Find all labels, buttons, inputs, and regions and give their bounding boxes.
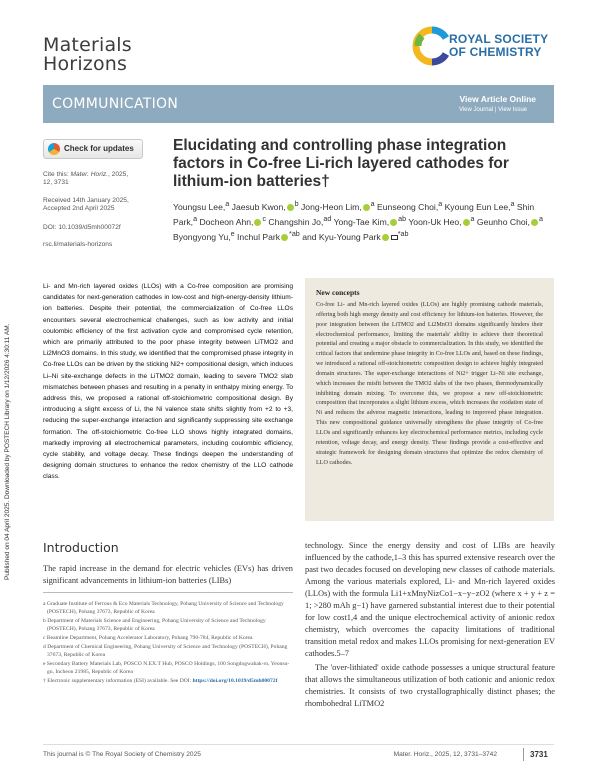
abstract: Li- and Mn-rich layered oxides (LLOs) with a Co-free composition are promising candidates for next-generation cathodes in low-cost and high-energy-density lithium-ion batteries. Despite their potential, the commercialization of Co-free LLOs encounters several electrochemical challenges, such as low activity and initial coulombic efficiency of the first activation cycle and compromised cycle retention, which are primarily attributed to the poor phase integrity between LiTMO2 and Li2MnO3 domains. In this study, we identified that the compromised phase integrity in Co-free LLOs can be driven by the sticking Ni2+ compositional design, which induces Li–Ni site-exchange defects in the LiTMO2 domain, leading to severe TMO2 slab mismatches between phases and resulting in a penalty in enthalpy mixing energy. To address this, we proposed a rational off-stoichiometric compositional design. By introducing a slight excess of Li, the Ni valence state shifts slightly from +2 to +3, reducing the super-exchange interaction and significantly suppressing site exchange formation. The off-stoichiometric Co-free LLO shows highly integrated domains, markedly improving all electrochemical parameters, including coulombic efficiency, cycle stability, and voltage decay. These findings deepen the understanding of designing domain structures to enhance the redox chemistry of the LLO cathode class. — [43, 283, 293, 481]
journal-name-line2: Horizons — [43, 53, 128, 75]
cite-journal: Mater. Horiz. — [70, 171, 108, 178]
orcid-icon[interactable] — [254, 219, 261, 226]
copyright-notice: This journal is © The Royal Society of Chemistry 2025 — [43, 751, 201, 758]
crossmark-icon — [48, 143, 60, 155]
author[interactable]: Eunseong Choi, — [377, 201, 439, 212]
footer-divider — [43, 744, 554, 745]
author[interactable]: Byongyong Yu, — [173, 231, 231, 242]
cite-year: , 2025, — [108, 171, 129, 178]
orcid-icon[interactable] — [531, 219, 538, 226]
orcid-icon[interactable] — [463, 219, 470, 226]
orcid-icon[interactable] — [281, 234, 288, 241]
doi[interactable]: DOI: 10.1039/d5mh00072f — [43, 224, 121, 231]
publisher-line2: OF CHEMISTRY — [449, 44, 542, 59]
affiliations — [43, 600, 293, 686]
body-paragraph: The 'over-lithiated' oxide cathode possesses a unique structural feature that allows the simultaneous utilization of both cationic and anionic redox chemistries. It consists of two crystallographically distinct phases; the rhombohedral LiTMO2 — [305, 663, 555, 708]
author[interactable]: Changshin Jo, — [268, 216, 324, 227]
publisher-name — [449, 33, 548, 58]
footnote-divider — [43, 592, 293, 593]
new-concepts-box — [305, 278, 554, 521]
affiliation: c Beamline Department, Pohang Accelerator Laboratory, Pohang 790-784, Republic of Korea — [43, 635, 253, 641]
author[interactable]: Kyoung Eun Lee, — [444, 201, 511, 212]
journal-name-line1: Materials — [43, 34, 132, 56]
citation — [43, 171, 128, 188]
check-for-updates-label: Check for updates — [64, 144, 134, 153]
article-title: Elucidating and controlling phase integration factors in Co-free Li-rich layered cathodes for lithium-ion batteries† — [173, 137, 509, 190]
author[interactable]: Jong-Heon Lim, — [301, 201, 362, 212]
author[interactable]: Inchul Park — [237, 231, 281, 242]
journal-url[interactable]: rsc.li/materials-horizons — [43, 241, 113, 248]
orcid-icon[interactable] — [363, 204, 370, 211]
article-dates — [43, 197, 129, 214]
publisher-line1: ROYAL SOCIETY — [449, 32, 549, 46]
new-concepts-text: Co-free Li- and Mn-rich layered oxides (LLOs) are highly promising cathode materials, offering both high energy density and cost efficiency for lithium-ion batteries. However, the poor integration between the LiTMO2 and Li2MnO3 domains significantly hinders their electrochemical performance, limiting the materials' ability to achieve their theoretical potential and creating a major obstacle to commercialization. In this study, we identified the critical factors that undermine phase integrity in Co-free LLOs and, based on these findings, we introduced a rational off-stoichiometric composition design to achieve highly integrated domain structures. The super-exchange interactions of Ni2+ trigger Li–Ni site exchange, which increases the misfit between the TMO2 slabs of the two phases, thermodynamically inhibiting domain mixing. To overcome this, we propose a new off-stoichiometric composition that incorporates a slight lithium excess, which increases the oxidation state of Ni and reduces the adverse magnetic interactions, leading to improved phase integration. This new compositional guidance universally strengthens the phase integrity of Co-free LLOs and significantly enhances key electrochemical performance metrics, including cycle retention, voltage decay, and energy density. These findings provide a cost-effective and strategic framework for designing domain structures that optimize the redox chemistry of LLO cathodes. — [316, 302, 543, 466]
introduction-heading: Introduction — [43, 540, 119, 555]
journal-name — [43, 36, 132, 74]
author-list: Youngsu Lee,$^a$ Jaesub Kwon, $^b$ Jong-Heon Lim, $^a$ Eunseong Choi,$^a$ Kyoung Eun Lee,$^a$ Shin Park,$^a$ Docheon Ahn, $^c$ Changshin Jo,$^{ad}$ Yong-Tae Kim, $^{ab}$ Yoon-Uk Heo, $^a$ Geunho Choi, $^a$ Byongyong Yu,$^e$ Inchul Park $^{*ab}$ and Kyu-Young Park $^{*ab}$ — [173, 200, 543, 242]
esi-doi-link[interactable]: https://doi.org/10.1039/d5mh00072f — [192, 678, 278, 684]
page-number: 3731 — [530, 750, 548, 759]
orcid-icon[interactable] — [382, 234, 389, 241]
author[interactable]: Yong-Tae Kim, — [333, 216, 390, 227]
accepted-date: Accepted 2nd April 2025 — [43, 205, 115, 213]
body-text-column — [305, 540, 555, 710]
author[interactable]: Youngsu Lee, — [173, 201, 226, 212]
view-journal-issue-links[interactable]: View Journal | View Issue — [458, 107, 527, 113]
affiliation: e Secondary Battery Materials Lab, POSCO N.EX.T Hub, POSCO Holdings, 100 Songdogwahak-ro, Yeonsu-gu, Incheon 21985, Republic of Korea — [43, 661, 290, 675]
affiliation: a Graduate Institute of Ferrous & Eco Materials Technology, Pohang University of Science and Technology (POSTECH), Pohang 37673, Republic of Korea — [43, 601, 284, 615]
orcid-icon[interactable] — [390, 219, 397, 226]
author[interactable]: Geunho Choi, — [476, 216, 530, 227]
affiliation: d Department of Chemical Engineering, Pohang University of Science and Technology (POSTECH), Pohang 37673, Republic of Korea — [43, 644, 288, 658]
esi-note-text: † Electronic supplementary information (ESI) available. See DOI: — [43, 678, 192, 684]
body-paragraph: technology. Since the energy density and cost of LIBs are heavily influenced by the cathode,1–3 this has spurred extensive research over the past two decades focused on developing new classes of cathode materials. Among the various materials explored, Li- and Mn-rich layered oxides (LLOs) with the formula Li1+xMnyNizCo1−x−y−zO2 (where x + y + z = 1; >280 mAh g−1) have garnered substantial interest due to their potential for low cost1,4 and the unique electrochemical activity of anionic redox chemistry, which overcomes the capacity limitations of traditional transition metal redox and makes LLOs promising for next-generation EV cathodes.5–7 — [305, 541, 555, 658]
view-article-online-link[interactable]: View Article Online — [459, 94, 536, 104]
received-date: Received 14th January 2025, — [43, 197, 129, 204]
author[interactable]: and Kyu-Young Park — [302, 231, 381, 242]
esi-note — [43, 677, 293, 685]
cite-prefix: Cite this: — [43, 171, 69, 178]
article-type: COMMUNICATION — [52, 96, 179, 112]
download-note — [2, 170, 14, 590]
orcid-icon[interactable] — [287, 204, 294, 211]
new-concepts-heading: New concepts — [316, 288, 360, 297]
author[interactable]: Yoon-Uk Heo, — [408, 216, 462, 227]
cite-volume-pages: 12, 3731 — [43, 179, 69, 187]
author[interactable]: Jaesub Kwon, — [231, 201, 286, 212]
download-note-text: Published on 04 April 2025. Downloaded by POSTECH Library on 1/12/2026 4:30:11 AM. — [4, 323, 11, 580]
article-type-banner — [43, 85, 554, 123]
email-icon[interactable] — [391, 235, 398, 240]
footer-separator — [523, 748, 524, 761]
journal-reference: Mater. Horiz., 2025, 12, 3731–3742 — [393, 751, 497, 758]
introduction-text: The rapid increase in the demand for electric vehicles (EVs) has driven significant advancements in lithium-ion batteries (LIBs) — [43, 564, 293, 585]
check-for-updates-button[interactable] — [43, 139, 143, 159]
author[interactable]: Docheon Ahn, — [199, 216, 254, 227]
affiliation: b Department of Materials Science and Engineering, Pohang University of Science and Technology (POSTECH), Pohang 37673, Republic of Korea — [43, 618, 266, 632]
author[interactable]: Shin Park, — [173, 201, 535, 227]
